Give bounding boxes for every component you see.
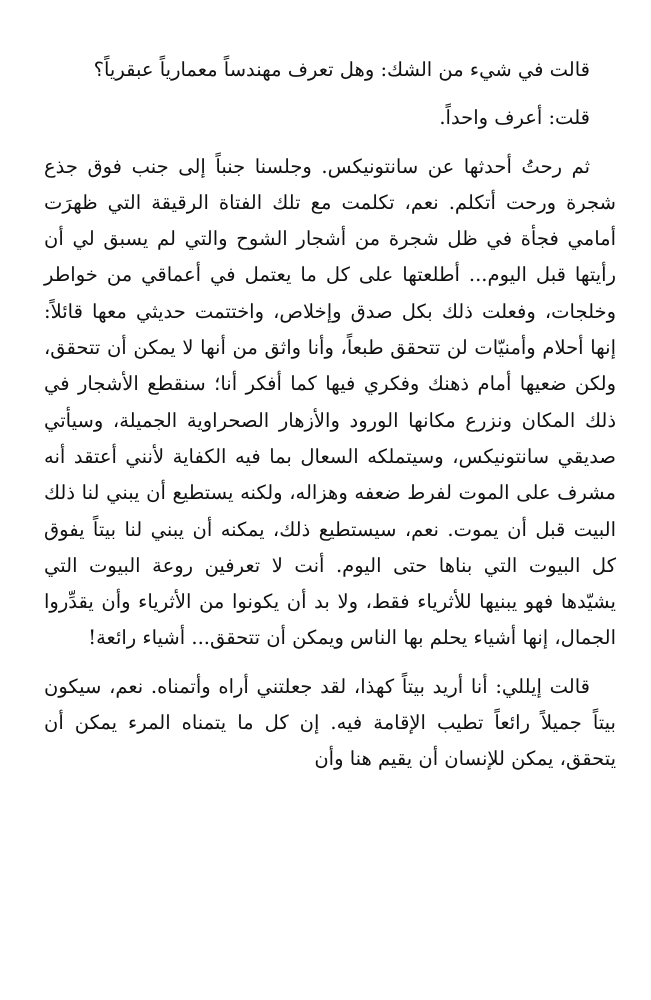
paragraph-reply: قلت: أعرف واحداً. xyxy=(439,106,590,130)
paragraph-doubt-question: قالت في شيء من الشك: وهل تعرف مهندساً معمارياً عبقرياً؟ xyxy=(93,58,590,81)
paragraph-santonix-story: ثم رحتُ أحدثها عن سانتونيكس. وجلسنا جنباً إلى جنب فوق جذع شجرة ورحت أتكلم. نعم، تكلمت مع تلك الفتاة الرقيقة التي ظهرَت أمامي فجأة في ظل شجرة من أشجار الشوح والتي لم يسبق لي أن رأيتها قبل اليوم... أطلعتها على كل ما يعتمل في أعماقي من خواطر وخلجات، وفعلت ذلك بكل صدق وإخلاص، واختتمت حديثي معها قائلاً: إنها أحلام وأمنيّات لن تتحقق طبعاً، وأنا واثق من أنها لا يمكن أن تتحقق، ولكن ضعيها أمام ذهنك وفكري فيها كما أفكر أنا؛ سنقطع الأشجار في ذلك المكان ونزرع مكانها الورود والأزهار الصحراوية الجميلة، وسيأتي صديقي سانتونيكس، وسيتملكه السعال بما فيه الكفاية لأنني أعتقد أنه مشرف على الموت لفرط ضعفه وهزاله، ولكنه يستطيع أن يبني لنا ذلك البيت قبل أن يموت. نعم، سيستطيع ذلك، يمكنه أن يبني لنا بيتاً يفوق كل البيوت التي بناها حتى اليوم. أنت لا تعرفين روعة البيوت التي يشيّدها فهو يبنيها للأثرياء فقط، ولا بد أن يكونوا من الأثرياء وأن يقدِّروا الجمال، إنها أشياء يحلم بها الناس ويمكن أن تتحقق... أشياء رائعة! xyxy=(44,154,616,650)
book-page-text xyxy=(44,52,616,778)
paragraph-ellie-response: قالت إيللي: أنا أريد بيتاً كهذا، لقد جعلتني أراه وأتمناه. نعم، سيكون بيتاً جميلاً رائعاً تطيب الإقامة فيه. إن كل ما يتمناه المرء يمكن أن يتحقق، يمكن للإنسان أن يقيم هنا وأن xyxy=(44,674,616,771)
